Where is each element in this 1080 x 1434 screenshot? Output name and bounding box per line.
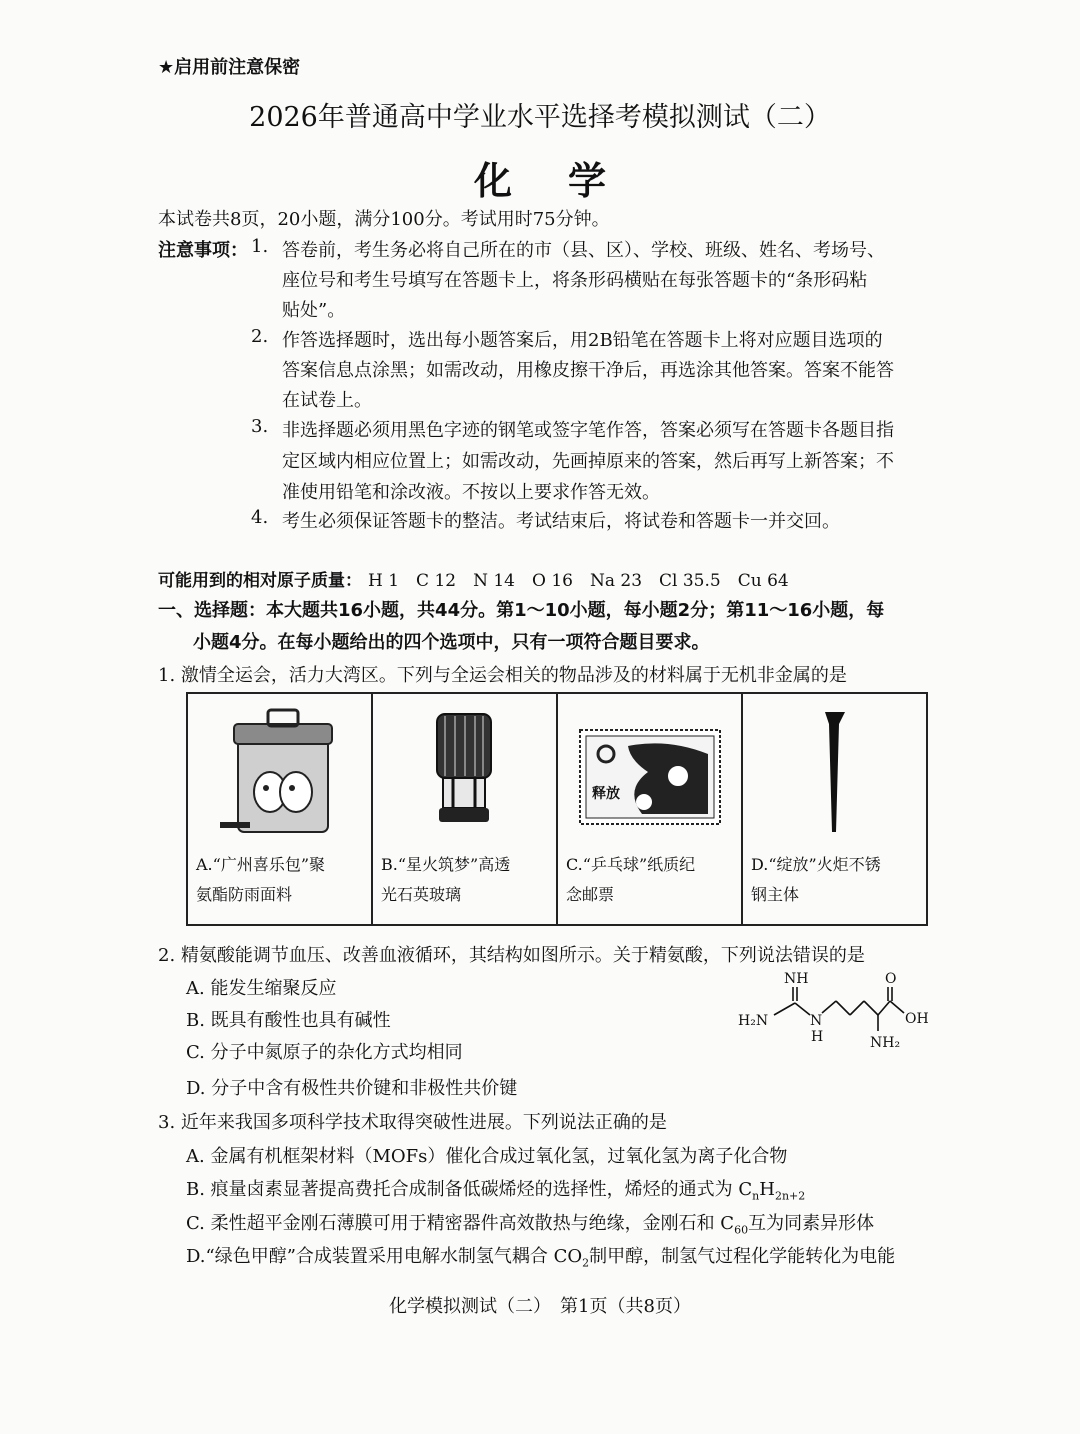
notes-label: 注意事项： (158, 240, 248, 261)
stamp-illustration (558, 694, 741, 844)
question-3-option-c: C. 柔性超平金刚石薄膜可用于精密器件高效散热与绝缘，金刚石和 $C_{60}$互为同素异形体 (186, 1213, 875, 1237)
question-2-option-d: D. 分子中含有极性共价键和非极性共价键 (186, 1078, 518, 1099)
question-1-options-table (186, 692, 928, 926)
label-h: H (811, 1029, 824, 1045)
section-heading-cont: 小题4分。在每小题给出的四个选项中，只有一项符合题目要求。 (193, 632, 710, 653)
note-line: 答卷前，考生务必将自己所在的市（县、区）、学校、班级、姓名、考场号、 (282, 240, 885, 261)
question-2-option-b: B. 既具有酸性也具有碱性 (186, 1010, 391, 1031)
option-b-cell (372, 693, 557, 925)
note-line: 贴处”。 (282, 300, 346, 321)
question-2-option-a: A. 能发生缩聚反应 (186, 978, 337, 999)
option-a-cell (187, 693, 372, 925)
atomic-masses-label: 可能用到的相对原子质量： (158, 571, 362, 591)
question-2-stem: 2. 精氨酸能调节血压、改善血液循环，其结构如图所示。关于精氨酸，下列说法错误的是 (158, 945, 865, 966)
option-c-image (558, 694, 741, 844)
option-a-caption: A.“广州喜乐包”聚 氨酯防雨面料 (196, 855, 326, 904)
confidential-notice: ★启用前注意保密 (158, 57, 301, 78)
page-footer: 化学模拟测试（二） 第1页（共8页） (389, 1296, 691, 1317)
note-number: 2. (251, 326, 269, 347)
question-3-option-b: B. 痕量卤素显著提高费托合成制备低碳烯烃的选择性，烯烃的通式为 $C_nH_{2n+2}$ (186, 1179, 806, 1203)
option-d-image (743, 694, 926, 844)
stamp-lettering: 释放 (592, 786, 620, 802)
option-c-cell (557, 693, 742, 925)
question-2-option-c: C. 分子中氮原子的杂化方式均相同 (186, 1042, 463, 1063)
exam-title: 2026年普通高中学业水平选择考模拟测试（二） (249, 102, 831, 133)
option-d-cell (742, 693, 927, 925)
option-a-image (188, 694, 371, 844)
label-o: O (885, 971, 897, 987)
note-line: 在试卷上。 (282, 390, 372, 411)
question-1-stem: 1. 激情全运会，活力大湾区。下列与全运会相关的物品涉及的材料属于无机非金属的是 (158, 665, 847, 686)
note-line: 定区域内相应位置上；如需改动，先画掉原来的答案，然后再写上新答案；不 (282, 451, 894, 472)
option-b-caption: B.“星火筑梦”高透 光石英玻璃 (381, 855, 511, 904)
label-nh: NH (784, 971, 809, 987)
atomic-masses (158, 566, 789, 591)
note-line: 座位号和考生号填写在答题卡上，将条形码横贴在每张答题卡的“条形码粘 (282, 270, 868, 291)
note-line: 考生必须保证答题卡的整洁。考试结束后，将试卷和答题卡一并交回。 (282, 511, 840, 532)
exam-intro: 本试卷共8页，20小题，满分100分。考试用时75分钟。 (158, 209, 610, 230)
arginine-structure-diagram (730, 965, 950, 1060)
question-3-option-a: A. 金属有机框架材料（MOFs）催化合成过氧化氢，过氧化氢为离子化合物 (186, 1146, 788, 1167)
quartz-lantern-illustration (373, 694, 556, 844)
option-c-caption: C.“乒乓球”纸质纪 念邮票 (566, 855, 696, 904)
label-oh: OH (905, 1011, 929, 1027)
question-3-option-d: D.“绿色甲醇”合成装置采用电解水制氢气耦合 $CO_2$制甲醇，制氢气过程化学能转化为电能 (186, 1246, 896, 1270)
note-line: 作答选择题时，选出每小题答案后，用2B铅笔在答题卡上将对应题目选项的 (282, 330, 883, 351)
note-number: 3. (251, 416, 269, 437)
note-number: 4. (251, 507, 269, 528)
label-n: N (810, 1013, 823, 1029)
torch-illustration (743, 694, 926, 844)
note-line: 非选择题必须用黑色字迹的钢笔或签字笔作答，答案必须写在答题卡各题目指 (282, 420, 894, 441)
note-number: 1. (251, 236, 269, 257)
section-heading: 一、选择题：本大题共16小题，共44分。第1～10小题，每小题2分；第11～16小题，每 (158, 600, 885, 621)
rain-bag-illustration (188, 694, 371, 844)
label-h2n: H₂N (738, 1013, 769, 1029)
option-b-image (373, 694, 556, 844)
question-3-stem: 3. 近年来我国多项科学技术取得突破性进展。下列说法正确的是 (158, 1112, 667, 1133)
label-nh2: NH₂ (870, 1035, 901, 1051)
option-d-caption: D.“绽放”火炬不锈 钢主体 (751, 855, 881, 904)
note-line: 答案信息点涂黑；如需改动，用橡皮擦干净后，再选涂其他答案。答案不能答 (282, 360, 894, 381)
subject-title: 化学 (473, 158, 662, 203)
note-line: 准使用铅笔和涂改液。不按以上要求作答无效。 (282, 482, 660, 503)
atomic-masses-values: H 1 C 12 N 14 O 16 Na 23 Cl 35.5 Cu 64 (368, 571, 789, 591)
